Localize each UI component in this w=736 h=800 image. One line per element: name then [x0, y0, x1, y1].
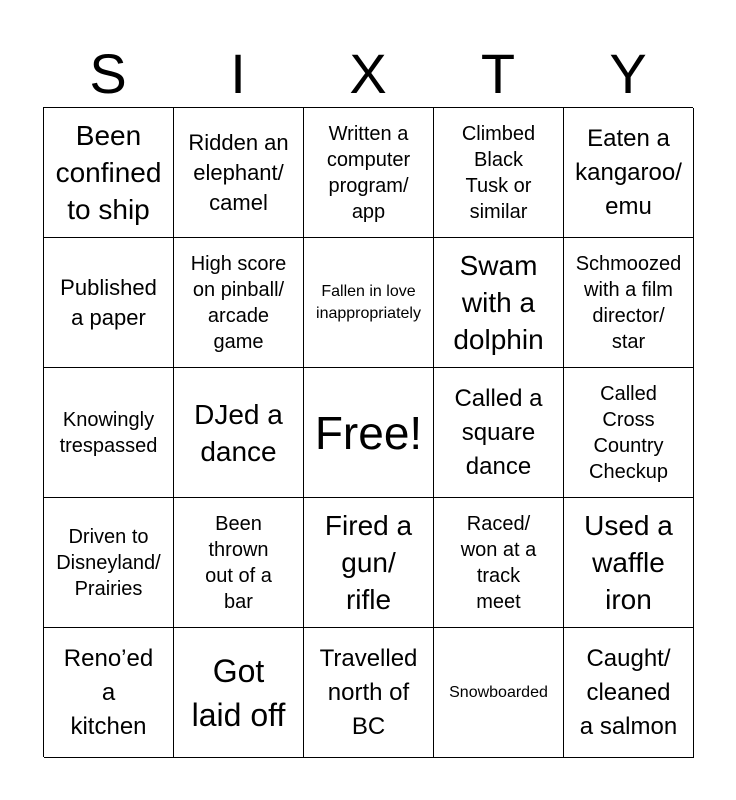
bingo-cell[interactable] — [434, 368, 564, 498]
title-letter-s: S — [89, 42, 127, 105]
bingo-cell[interactable] — [304, 628, 434, 758]
bingo-cell[interactable] — [434, 238, 564, 368]
title-letter-x: X — [349, 42, 387, 105]
bingo-cell-text: Written a computer program/ app — [326, 122, 411, 223]
bingo-cell[interactable] — [174, 238, 304, 368]
title-letter-y: Y — [609, 42, 647, 105]
bingo-cell-text: Been confined to ship — [55, 120, 162, 225]
bingo-cell-text: Eaten a kangaroo/ emu — [575, 124, 682, 220]
bingo-cell[interactable] — [434, 108, 564, 238]
bingo-cell-text: Been thrown out of a bar — [205, 512, 272, 613]
title-letter-i: I — [230, 42, 246, 105]
bingo-cell-text: Swam with a dolphin — [453, 250, 544, 355]
bingo-cell[interactable] — [304, 108, 434, 238]
bingo-cell-text: Schmoozed with a film director/ star — [575, 252, 682, 353]
bingo-cell[interactable] — [564, 368, 694, 498]
bingo-cell[interactable] — [44, 108, 174, 238]
bingo-cell-text: Used a waffle iron — [584, 510, 673, 615]
bingo-cell-text: Fallen in love inappropriately — [316, 282, 421, 322]
bingo-cell-text: DJed a dance — [194, 398, 283, 467]
bingo-cell[interactable] — [434, 628, 564, 758]
bingo-cell[interactable] — [304, 238, 434, 368]
bingo-cell-text: Published a paper — [60, 274, 157, 330]
bingo-cell-text: Caught/ cleaned a salmon — [579, 644, 678, 740]
bingo-cell-text: Travelled north of BC — [319, 644, 418, 740]
bingo-cell[interactable] — [174, 368, 304, 498]
bingo-cell-text: Driven to Disneyland/ Prairies — [56, 525, 161, 600]
bingo-cell[interactable] — [174, 628, 304, 758]
bingo-cell-text: Snowboarded — [449, 683, 548, 701]
bingo-cell-text: Climbed Black Tusk or similar — [461, 122, 536, 223]
bingo-cell[interactable] — [44, 498, 174, 628]
bingo-cell[interactable] — [564, 498, 694, 628]
bingo-cell-text: Got laid off — [191, 652, 286, 733]
bingo-title — [43, 40, 693, 108]
title-letter-t: T — [480, 42, 516, 105]
bingo-cell[interactable] — [44, 628, 174, 758]
bingo-cell[interactable] — [434, 498, 564, 628]
bingo-cell[interactable] — [564, 238, 694, 368]
bingo-cell-text: High score on pinball/ arcade game — [190, 252, 287, 353]
bingo-card-grid — [43, 107, 693, 757]
bingo-cell-text: Called Cross Country Checkup — [589, 382, 668, 483]
bingo-cell-text: Knowingly trespassed — [59, 408, 158, 457]
bingo-cell-text: Fired a gun/ rifle — [324, 510, 413, 615]
bingo-cell[interactable] — [44, 238, 174, 368]
bingo-cell-text: Ridden an elephant/ camel — [188, 129, 289, 215]
bingo-cell[interactable] — [174, 108, 304, 238]
bingo-cell[interactable] — [304, 498, 434, 628]
bingo-cell[interactable] — [564, 108, 694, 238]
bingo-cell[interactable] — [564, 628, 694, 758]
bingo-cell-text: Called a square dance — [454, 384, 543, 480]
bingo-cell-text: Reno’ed a kitchen — [63, 644, 154, 740]
bingo-cell-text: Raced/ won at a track meet — [460, 512, 537, 613]
bingo-free-cell[interactable] — [304, 368, 434, 498]
bingo-cell[interactable] — [174, 498, 304, 628]
free-space-text: Free! — [314, 406, 423, 459]
bingo-cell[interactable] — [44, 368, 174, 498]
